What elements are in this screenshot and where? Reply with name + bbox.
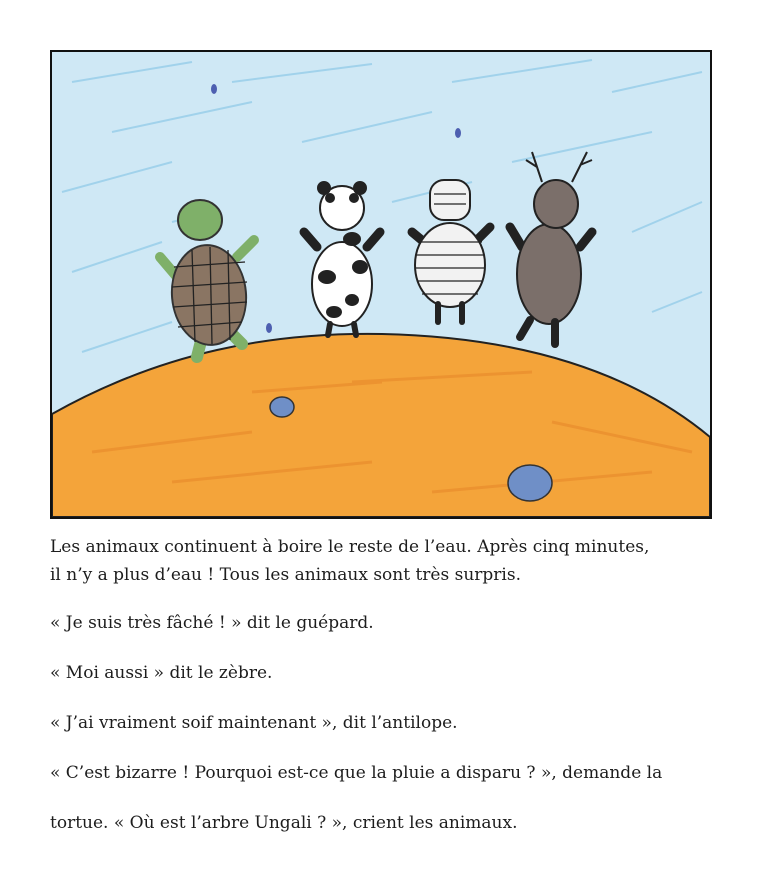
- story-illustration: [50, 50, 712, 519]
- paragraph-1-line-1: Les animaux continuent à boire le reste de l’eau. Après cinq minutes,: [50, 537, 650, 557]
- rain-drop: [455, 128, 461, 138]
- cheetah-quote: « Je suis très fâché ! » dit le guépard.: [50, 613, 374, 633]
- stone: [270, 397, 294, 417]
- rain-drop: [266, 323, 272, 333]
- antelope-quote: « J’ai vraiment soif maintenant », dit l’antilope.: [50, 713, 458, 733]
- turtle-quote: « C’est bizarre ! Pourquoi est-ce que la pluie a disparu ? », demande la: [50, 763, 663, 783]
- rain-drop: [211, 84, 217, 94]
- story-text: [50, 533, 690, 859]
- paragraph-1-line-2: il n’y a plus d’eau ! Tous les animaux sont très surpris.: [50, 565, 521, 585]
- children-drawing: [52, 52, 710, 517]
- zebra-quote: « Moi aussi » dit le zèbre.: [50, 663, 273, 683]
- paragraph-1: [50, 533, 690, 589]
- stone: [508, 465, 552, 501]
- animals-shout: tortue. « Où est l’arbre Ungali ? », crient les animaux.: [50, 813, 518, 833]
